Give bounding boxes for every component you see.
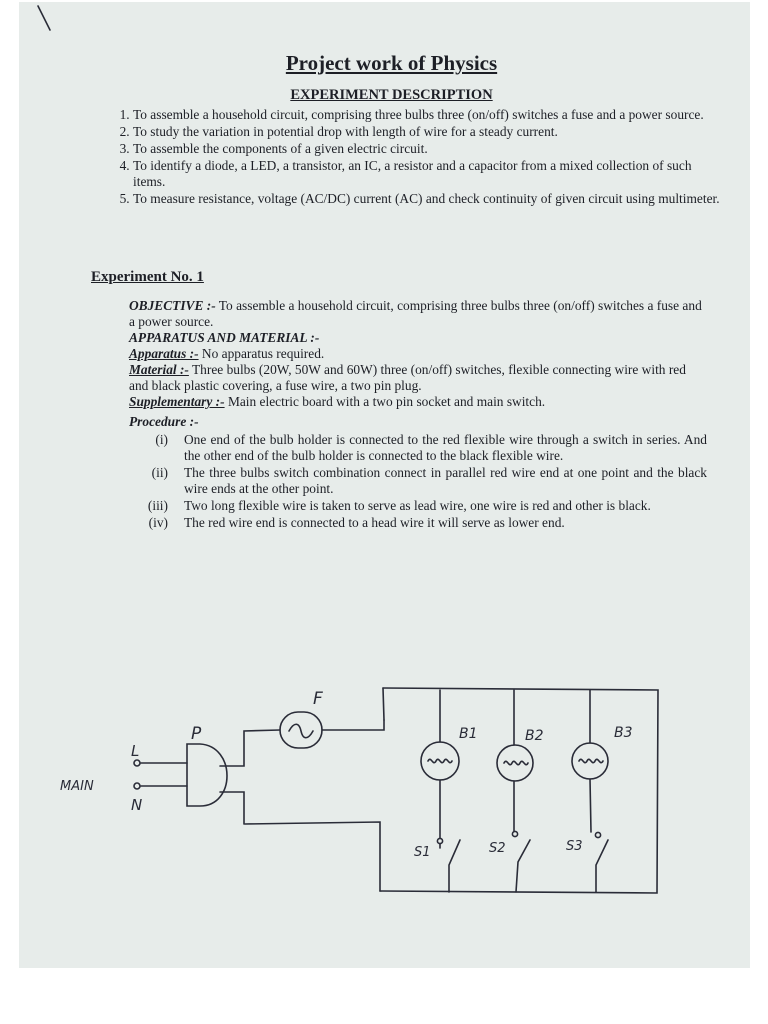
bulb-3-label: B3 — [614, 725, 633, 741]
pen-mark — [38, 6, 50, 30]
bulb-1-label: B1 — [459, 726, 478, 742]
switch-1-label: S1 — [414, 845, 431, 860]
main-label: MAIN — [60, 779, 94, 794]
step-number: (iv) — [148, 515, 168, 530]
wire-fuse-to-frame — [322, 720, 384, 730]
neutral-terminal — [134, 783, 140, 789]
wire-neutral-return — [245, 822, 380, 891]
list-item: 5. To measure resistance, voltage (AC/DC) current (AC) and check continuity of given circuit using multimeter. — [133, 191, 723, 207]
objective-text: To assemble a household circuit, comprising three bulbs three (on/off) switches a fuse and a power source. — [129, 298, 702, 329]
bulb-2-filament — [504, 761, 528, 764]
apparatus-material-heading: APPARATUS AND MATERIAL :- — [129, 330, 320, 345]
step-number: (iii) — [147, 498, 168, 513]
bulb-3-filament — [579, 759, 603, 762]
step-text: Two long flexible wire is taken to serve as lead wire, one wire is red and other is black. — [184, 498, 651, 513]
plug-symbol — [187, 744, 227, 806]
switch-2-contact — [512, 831, 517, 836]
switch-1-contact — [437, 838, 442, 843]
live-label: L — [131, 742, 140, 760]
plug-pins — [141, 763, 187, 786]
experiment-heading: Experiment No. 1 — [91, 269, 204, 285]
list-item: 2. To study the variation in potential drop with length of wire for a steady current. — [133, 124, 723, 140]
supplementary-label: Supplementary :- — [129, 394, 225, 409]
material-text: Three bulbs (20W, 50W and 60W) three (on/off) switches, flexible connecting wire with red and black plastic covering, a fuse wire, a two pin plug. — [129, 362, 686, 393]
switch-3-icon — [596, 840, 608, 892]
neutral-label: N — [131, 796, 143, 814]
step-text: The three bulbs switch combination connect in parallel red wire end at one point and the black wire ends at the other point. — [184, 465, 707, 496]
wire-branch-3-mid — [590, 779, 591, 832]
bulb-2-label: B2 — [525, 728, 544, 744]
procedure-heading: Procedure :- — [129, 414, 199, 429]
objective-label: OBJECTIVE :- — [129, 298, 216, 313]
page-title: Project work of Physics — [285, 51, 498, 75]
step-text: One end of the bulb holder is connected to the red flexible wire through a switch in series. And the other end of the bulb holder is connected to the black flexible wire. — [184, 432, 707, 463]
supplementary-text: Main electric board with a two pin socket and main switch. — [224, 394, 546, 409]
list-item: 4. To identify a diode, a LED, a transistor, an IC, a resistor and a capacitor from a mixed collection of such items. — [133, 158, 723, 190]
step-text: The red wire end is connected to a head wire it will serve as lower end. — [184, 515, 565, 530]
wire-plug-neutral — [220, 792, 244, 824]
section-subtitle: EXPERIMENT DESCRIPTION — [290, 87, 493, 103]
switch-2-icon — [516, 840, 530, 892]
material-label: Material :- — [129, 362, 189, 377]
fuse-wire-icon — [289, 724, 313, 738]
switch-1-icon — [440, 840, 460, 892]
wire-plug-to-fuse — [220, 730, 280, 766]
switch-3-contact — [595, 832, 600, 837]
circuit-diagram — [19, 2, 750, 968]
switch-3-label: S3 — [566, 839, 583, 854]
plug-label: P — [191, 724, 202, 744]
bulb-1-filament — [428, 759, 452, 762]
list-item: 1. To assemble a household circuit, comprising three bulbs three (on/off) switches a fuse and a power source. — [133, 107, 723, 123]
list-item: 3. To assemble the components of a given electric circuit. — [133, 141, 723, 157]
circuit-frame — [380, 688, 658, 893]
apparatus-label: Apparatus :- — [129, 346, 199, 361]
document-page — [19, 2, 750, 968]
step-number: (ii) — [151, 465, 168, 480]
wire-frame-top-left — [383, 688, 384, 720]
live-terminal — [134, 760, 140, 766]
fuse-label: F — [313, 689, 323, 709]
switch-2-label: S2 — [489, 841, 506, 856]
apparatus-text: No apparatus required. — [198, 346, 325, 361]
step-number: (i) — [155, 432, 168, 447]
